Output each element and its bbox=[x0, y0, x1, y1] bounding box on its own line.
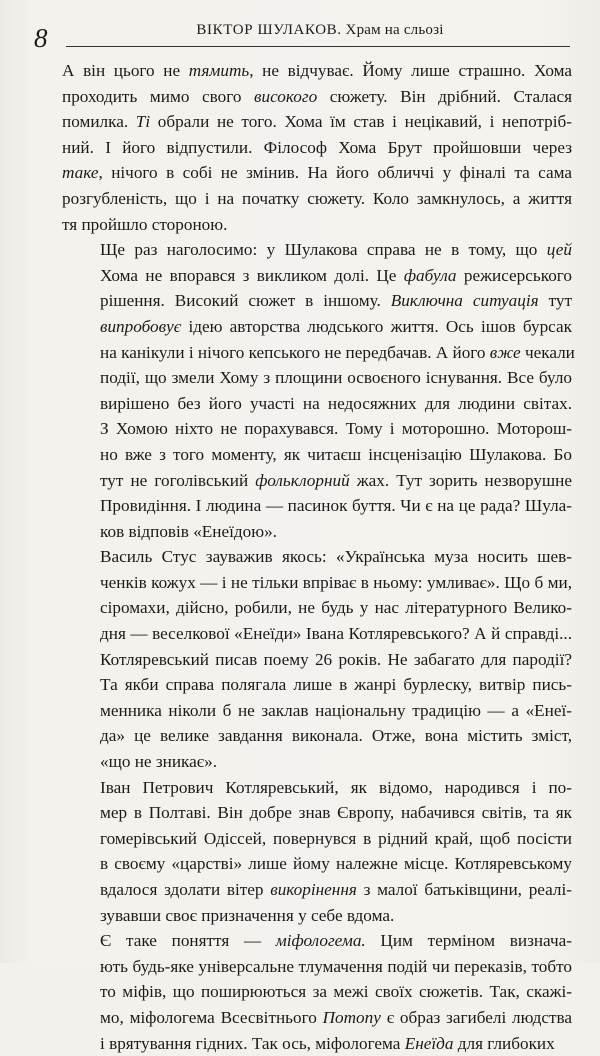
text-run: сіромахи, дійсно, робили, не будь у нас літературного Велико- bbox=[100, 598, 572, 618]
text-line bbox=[62, 877, 572, 903]
body-text bbox=[62, 58, 575, 1056]
header-rule bbox=[66, 46, 570, 47]
text-line bbox=[62, 954, 572, 980]
text-line bbox=[62, 135, 572, 161]
paragraph bbox=[62, 237, 575, 544]
text-run: зувавши своє призначення у себе вдома. bbox=[100, 905, 395, 925]
text-run: в своєму «царстві» лише йому належне місце. Котляревському bbox=[100, 854, 572, 874]
text-line bbox=[62, 263, 572, 289]
italic-text: міфологема. bbox=[275, 931, 366, 951]
page-header bbox=[20, 18, 580, 54]
italic-text: високого bbox=[254, 86, 318, 106]
text-line bbox=[62, 826, 572, 852]
text-run: проходить мимо свого bbox=[62, 86, 255, 106]
text-line bbox=[62, 749, 572, 775]
text-run: , нічого в собі не змінив. На його обличчі у фіналі та сама bbox=[98, 163, 572, 183]
text-line bbox=[62, 621, 572, 647]
italic-text: цей bbox=[546, 240, 572, 260]
paragraph bbox=[62, 58, 572, 237]
text-line bbox=[62, 519, 572, 545]
text-run: вирішено без його участі на недосяжних для людини світах. bbox=[100, 393, 572, 413]
text-run: З Хомою ніхто не порахувався. Тому і моторошно. Моторош- bbox=[100, 419, 572, 439]
text-run: , не відчуває. Йому лише страшно. Хома bbox=[249, 61, 572, 80]
running-head bbox=[20, 22, 580, 39]
text-run: дня — веселкової «Енеїди» Івана Котляревського? А й справді... bbox=[100, 624, 572, 644]
text-run: обрали не того. Хома їм став і нецікавий, і непотріб- bbox=[150, 112, 572, 132]
italic-text: Енеїда bbox=[404, 1033, 454, 1053]
text-run: помилка. bbox=[62, 112, 136, 132]
text-run: жах. Тут зорить незворушне bbox=[349, 470, 572, 490]
text-line bbox=[62, 851, 572, 877]
text-line bbox=[62, 698, 572, 724]
text-line bbox=[62, 314, 572, 340]
text-run: Провидіння. І людина — пасинок буття. Чи є на це рада? Шула- bbox=[100, 496, 572, 516]
page-number: 8 bbox=[34, 23, 48, 53]
text-run: А він цього не bbox=[62, 61, 189, 80]
text-run: Є таке поняття — bbox=[100, 931, 276, 951]
text-run: з малої батьківщини, реалі- bbox=[356, 880, 572, 899]
text-line bbox=[62, 84, 572, 110]
text-line bbox=[62, 903, 572, 929]
text-run: ідею авторства людського життя. Ось ішов бурсак bbox=[181, 316, 572, 336]
italic-text: вже bbox=[489, 342, 521, 362]
text-line bbox=[62, 493, 572, 519]
running-head-title: Храм на сльозі bbox=[345, 22, 444, 38]
paragraph bbox=[62, 775, 572, 929]
text-run: події, що змели Хому з площини освоєного існування. Все було bbox=[100, 368, 572, 388]
italic-text: викорінення bbox=[270, 880, 357, 899]
text-line bbox=[62, 1005, 572, 1031]
text-run: то міфів, що поширюються за межі своїх сюжетів. Так, скажі- bbox=[100, 982, 572, 1002]
text-run: вдалося здолати вітер bbox=[100, 880, 271, 899]
text-line bbox=[62, 160, 572, 186]
text-line bbox=[62, 212, 572, 238]
text-line bbox=[62, 58, 572, 84]
italic-text: Виключна ситуація bbox=[390, 291, 539, 311]
text-run: на канікули і нічого кепського не передбачав. А його bbox=[100, 342, 490, 362]
text-run: для глибоких bbox=[453, 1033, 555, 1053]
text-run: тя пройшло стороною. bbox=[62, 214, 228, 234]
text-run: Цим терміном визнача- bbox=[365, 931, 572, 951]
paragraph bbox=[62, 544, 572, 774]
text-line bbox=[62, 468, 572, 494]
text-run: мер в Полтаві. Він добре знав Європу, набачився світів, та як bbox=[100, 803, 572, 823]
text-run: сюжету. Він дрібний. Сталася bbox=[317, 86, 572, 106]
text-line bbox=[62, 340, 575, 366]
text-run: «що не зникає». bbox=[100, 752, 218, 772]
italic-text: випробовує bbox=[100, 316, 182, 336]
text-run: Котляревський писав поему 26 років. Не забагато для пародії? bbox=[100, 649, 572, 669]
text-line bbox=[62, 365, 572, 391]
text-run: Та якби справа полягала лише в жанрі бурлеску, витвір пись- bbox=[100, 675, 572, 695]
text-line bbox=[62, 928, 572, 954]
italic-text: таке bbox=[62, 163, 99, 183]
text-run: рішення. Високий сюжет в іншому. bbox=[100, 291, 391, 311]
text-run: менника ніколи б не заклав національну традицію — а «Енеї- bbox=[100, 700, 572, 720]
text-run: Ще раз наголосимо: у Шулакова справа не в тому, що bbox=[100, 240, 547, 260]
text-run: тут bbox=[538, 291, 572, 311]
text-line bbox=[62, 544, 572, 570]
italic-text: Потопу bbox=[322, 1007, 381, 1027]
italic-text: фабула bbox=[403, 265, 457, 285]
text-run: Василь Стус зауважив якось: «Українська муза носить шев- bbox=[100, 547, 572, 567]
text-line bbox=[62, 416, 572, 442]
text-line bbox=[62, 109, 572, 135]
text-line bbox=[62, 570, 572, 596]
text-run: ють будь-яке універсальне тлумачення подій чи переказів, тобто bbox=[100, 956, 572, 976]
text-line bbox=[62, 979, 572, 1005]
text-line bbox=[62, 775, 572, 801]
text-run: ченків кожух — і не тільки впріває в ньому: умливає». Що б ми, bbox=[100, 572, 572, 592]
text-run: Іван Петрович Котляревський, як відомо, народився і по- bbox=[100, 777, 572, 797]
text-line bbox=[62, 1031, 572, 1056]
text-run: гомерівський Одіссей, повернувся в рідний край, щоб посісти bbox=[100, 828, 572, 848]
text-run: тут не гоголівський bbox=[100, 470, 256, 490]
text-run: мо, міфологема Всесвітнього bbox=[100, 1007, 323, 1027]
text-run: но вже з того моменту, як читаєш інсценізацію Шулакова. Бо bbox=[100, 444, 572, 464]
text-line bbox=[62, 800, 572, 826]
text-line bbox=[62, 288, 572, 314]
text-line bbox=[62, 186, 572, 212]
text-run: да» це велике завдання виконала. Отже, вона містить зміст, bbox=[100, 726, 572, 746]
text-run: і врятування гідних. Так ось, міфологема bbox=[100, 1033, 405, 1053]
text-line bbox=[62, 595, 572, 621]
text-run: ний. І його відпустили. Філософ Хома Брут пройшовши через bbox=[62, 137, 572, 157]
text-line bbox=[62, 391, 572, 417]
text-run: Хома не впорався з викликом долі. Це bbox=[100, 265, 404, 285]
text-run: ков відповів «Енеїдою». bbox=[100, 521, 277, 541]
italic-text: фольклорний bbox=[255, 470, 350, 490]
text-run: режисерського bbox=[456, 265, 573, 285]
italic-text: тямить bbox=[188, 61, 250, 80]
running-head-author: ВІКТОР ШУЛАКОВ. bbox=[196, 22, 342, 38]
text-line bbox=[62, 723, 572, 749]
text-line bbox=[62, 237, 572, 263]
text-line bbox=[62, 442, 572, 468]
text-run: чекали bbox=[520, 342, 575, 362]
text-line bbox=[62, 672, 572, 698]
text-run: розгубленість, що і на початку сюжету. Коло замкнулось, а життя bbox=[62, 188, 572, 208]
text-line bbox=[62, 647, 572, 673]
italic-text: Ті bbox=[135, 112, 151, 132]
text-run: є образ загибелі людства bbox=[380, 1007, 572, 1027]
paragraph bbox=[62, 928, 572, 1056]
